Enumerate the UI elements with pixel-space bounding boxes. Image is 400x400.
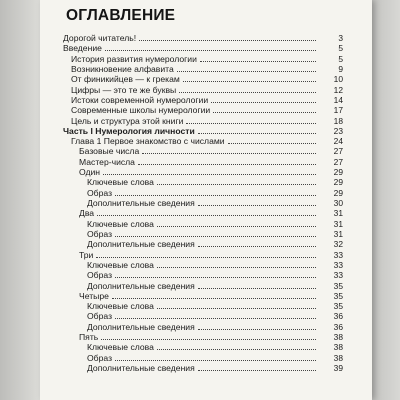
toc-page-number: 17 — [333, 105, 343, 116]
toc-leader-dots — [177, 64, 316, 72]
toc-entry — [63, 115, 343, 126]
toc-leader-dots — [211, 95, 316, 103]
toc-entry-label: Базовые числа — [79, 146, 140, 157]
toc-entry — [63, 208, 343, 219]
toc-page-number: 33 — [333, 249, 343, 260]
toc-entry-label: Три — [79, 249, 94, 260]
toc-leader-dots — [115, 229, 316, 237]
toc-leader-dots — [115, 188, 316, 196]
toc-entry — [63, 43, 343, 54]
toc-entry-label: Возникновение алфавита — [71, 63, 174, 74]
toc-leader-dots — [138, 157, 316, 165]
toc-entry — [63, 125, 343, 136]
toc-entry — [63, 177, 343, 188]
toc-page-number: 5 — [338, 53, 343, 64]
toc-entry — [63, 74, 343, 85]
toc-entry — [63, 187, 343, 198]
toc-page-number: 38 — [333, 352, 343, 363]
toc-entry — [63, 342, 343, 353]
table-of-contents — [63, 33, 343, 373]
book-page — [40, 0, 372, 400]
toc-page-number: 12 — [333, 84, 343, 95]
toc-entry — [63, 270, 343, 281]
toc-entry-label: От финикийцев — к грекам — [71, 74, 180, 85]
toc-leader-dots — [157, 342, 316, 350]
toc-entry-label: Дополнительные сведения — [87, 280, 195, 291]
toc-leader-dots — [198, 126, 316, 134]
toc-entry — [63, 321, 343, 332]
toc-entry-label: Цифры — это те же буквы — [71, 84, 177, 95]
toc-entry — [63, 249, 343, 260]
toc-leader-dots — [198, 198, 316, 206]
toc-entry — [63, 228, 343, 239]
toc-entry — [63, 33, 343, 43]
toc-page-number: 31 — [333, 208, 343, 219]
toc-entry-label: Образ — [87, 352, 113, 363]
toc-entry — [63, 363, 343, 373]
toc-page-number: 35 — [333, 301, 343, 312]
toc-entry-label: Ключевые слова — [87, 259, 154, 270]
toc-leader-dots — [186, 116, 316, 124]
toc-leader-dots — [96, 250, 316, 258]
toc-entry-label: Ключевые слова — [87, 301, 154, 312]
toc-leader-dots — [112, 291, 316, 299]
toc-page-number: 27 — [333, 146, 343, 157]
toc-entry-label: Истоки современной нумерологии — [71, 94, 209, 105]
toc-entry — [63, 352, 343, 363]
toc-entry-label: Образ — [87, 270, 113, 281]
toc-page-number: 31 — [333, 228, 343, 239]
toc-page-number: 32 — [333, 239, 343, 250]
toc-leader-dots — [157, 301, 316, 309]
toc-page-number: 31 — [333, 218, 343, 229]
toc-entry — [63, 53, 343, 64]
toc-leader-dots — [157, 260, 316, 268]
toc-entry — [63, 105, 343, 116]
toc-leader-dots — [157, 219, 316, 227]
toc-page-number: 23 — [333, 125, 343, 136]
toc-leader-dots — [115, 270, 316, 278]
toc-leader-dots — [200, 54, 316, 62]
toc-leader-dots — [103, 167, 316, 175]
toc-entry-label: Ключевые слова — [87, 342, 154, 353]
toc-leader-dots — [105, 43, 316, 51]
toc-page-number: 24 — [333, 136, 343, 147]
toc-leader-dots — [142, 146, 316, 154]
toc-entry — [63, 146, 343, 157]
toc-leader-dots — [198, 281, 316, 289]
toc-entry — [63, 198, 343, 208]
toc-entry-label: Один — [79, 167, 101, 178]
toc-entry-label: Четыре — [79, 290, 109, 301]
toc-entry-label: Образ — [87, 311, 113, 322]
toc-entry — [63, 290, 343, 301]
toc-leader-dots — [213, 105, 316, 113]
toc-entry — [63, 63, 343, 74]
toc-leader-dots — [157, 177, 316, 185]
toc-entry — [63, 239, 343, 250]
toc-entry-label: Пять — [79, 332, 99, 343]
toc-page-number: 35 — [333, 280, 343, 291]
toc-leader-dots — [183, 74, 316, 82]
toc-leader-dots — [115, 311, 316, 319]
toc-page-number: 36 — [333, 311, 343, 322]
toc-entry-label: Образ — [87, 187, 113, 198]
toc-entry — [63, 84, 343, 95]
toc-page-number: 39 — [333, 363, 343, 373]
toc-page-number: 29 — [333, 167, 343, 178]
toc-leader-dots — [179, 85, 316, 93]
toc-page-number: 27 — [333, 156, 343, 167]
toc-entry-label: Современные школы нумерологии — [71, 105, 211, 116]
toc-entry-label: Дополнительные сведения — [87, 363, 195, 373]
toc-entry-label: История развития нумерологии — [71, 53, 197, 64]
toc-page-number: 29 — [333, 187, 343, 198]
toc-page-number: 38 — [333, 342, 343, 353]
toc-page-number: 33 — [333, 259, 343, 270]
toc-leader-dots — [198, 239, 316, 247]
toc-entry-label: Часть I Нумерология личности — [63, 125, 195, 136]
toc-page-number: 33 — [333, 270, 343, 281]
toc-entry-label: Ключевые слова — [87, 177, 154, 188]
toc-entry-label: Дополнительные сведения — [87, 198, 195, 208]
toc-entry — [63, 136, 343, 147]
toc-entry — [63, 218, 343, 229]
toc-leader-dots — [228, 136, 316, 144]
toc-page-number: 3 — [338, 33, 343, 43]
toc-entry-label: Мастер-числа — [79, 156, 135, 167]
toc-entry — [63, 259, 343, 270]
toc-entry-label: Два — [79, 208, 95, 219]
toc-entry-label: Образ — [87, 228, 113, 239]
toc-entry — [63, 94, 343, 105]
toc-entry — [63, 156, 343, 167]
toc-page-number: 29 — [333, 177, 343, 188]
toc-entry-label: Дополнительные сведения — [87, 239, 195, 250]
toc-page-number: 30 — [333, 198, 343, 208]
toc-leader-dots — [101, 332, 316, 340]
toc-entry-label: Дорогой читатель! — [63, 33, 137, 43]
toc-leader-dots — [198, 322, 316, 330]
toc-entry-label: Глава 1 Первое знакомство с числами — [71, 136, 225, 147]
page-title: ОГЛАВЛЕНИЕ — [66, 7, 176, 24]
toc-page-number: 35 — [333, 290, 343, 301]
toc-entry-label: Дополнительные сведения — [87, 321, 195, 332]
toc-entry — [63, 311, 343, 322]
toc-entry — [63, 280, 343, 291]
toc-page-number: 10 — [333, 74, 343, 85]
book-gutter-left — [0, 0, 40, 400]
toc-page-number: 38 — [333, 332, 343, 343]
toc-entry-label: Введение — [63, 43, 102, 54]
toc-entry-label: Ключевые слова — [87, 218, 154, 229]
toc-entry — [63, 167, 343, 178]
toc-entry — [63, 332, 343, 343]
toc-entry — [63, 301, 343, 312]
toc-page-number: 36 — [333, 321, 343, 332]
toc-page-number: 9 — [338, 63, 343, 74]
toc-page-number: 5 — [338, 43, 343, 54]
toc-page-number: 18 — [333, 115, 343, 126]
book-edge-right — [372, 0, 400, 400]
toc-leader-dots — [139, 33, 316, 41]
toc-leader-dots — [198, 363, 316, 371]
toc-leader-dots — [97, 208, 316, 216]
toc-page-number: 14 — [333, 94, 343, 105]
toc-leader-dots — [115, 353, 316, 361]
toc-entry-label: Цель и структура этой книги — [71, 115, 184, 126]
